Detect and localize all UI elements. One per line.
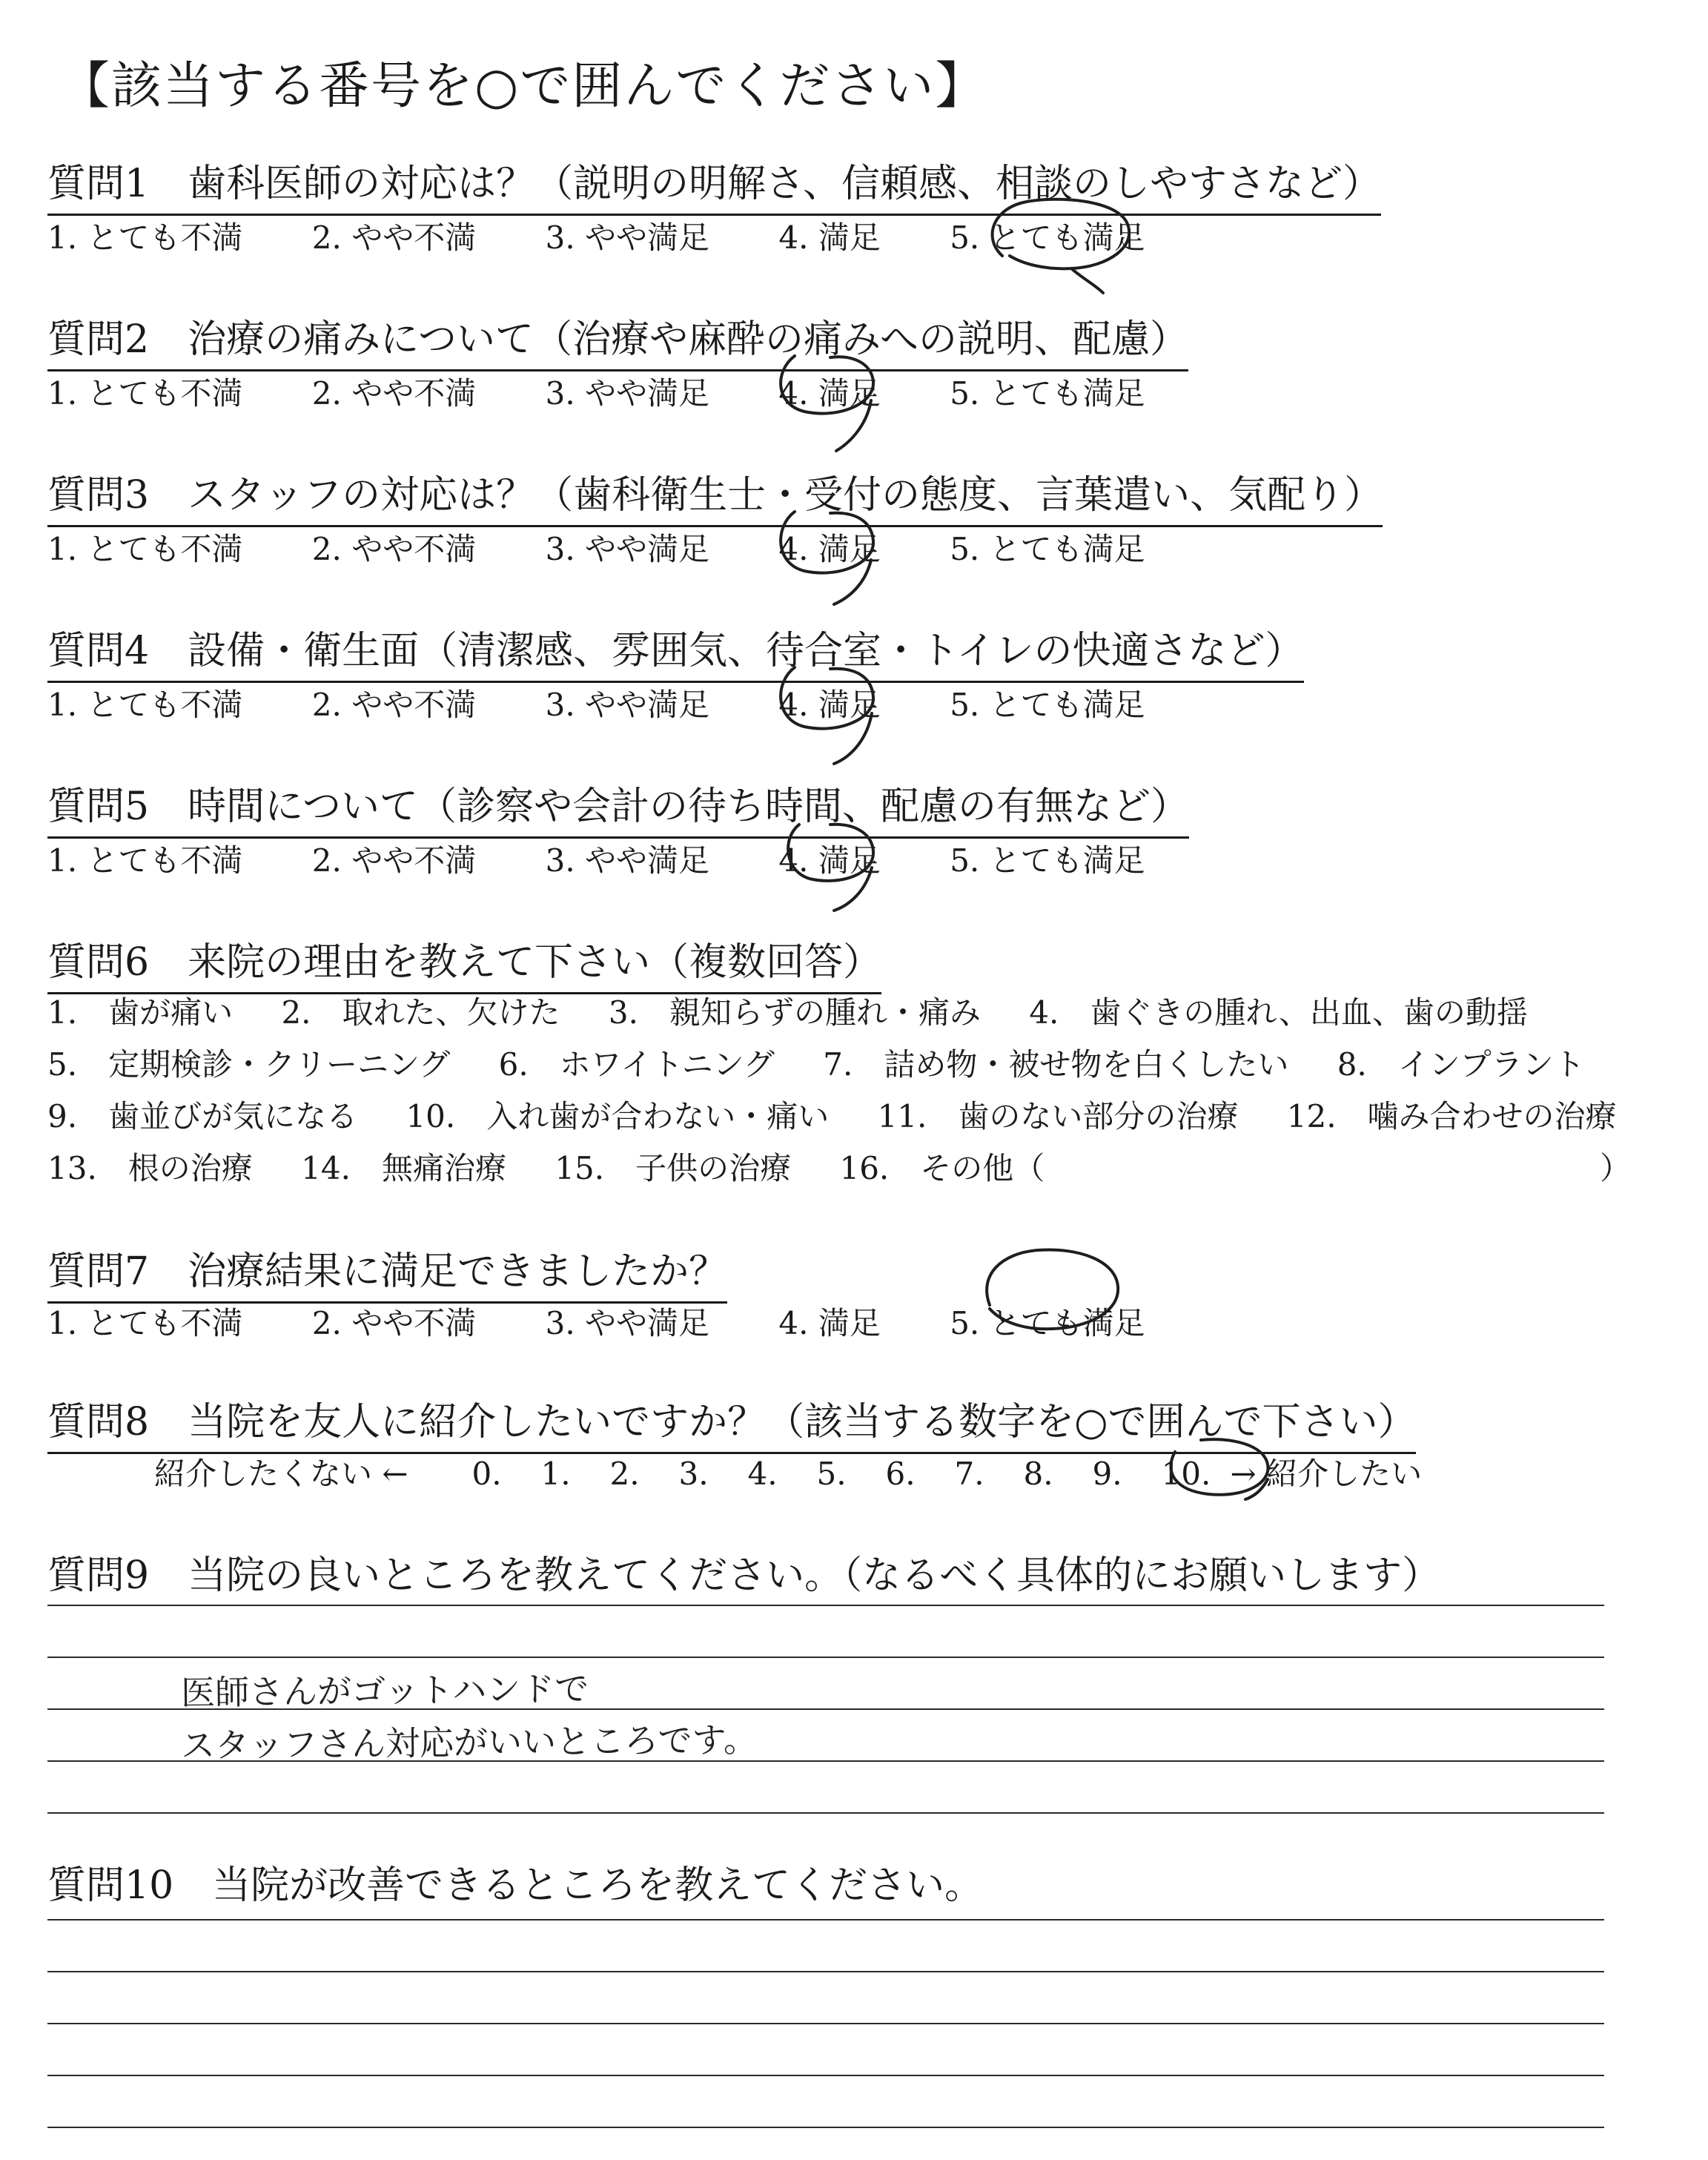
- q8-score-2[interactable]: 2.: [609, 1456, 640, 1492]
- q1-option-4[interactable]: 4. 満足: [778, 219, 881, 256]
- question-8-title: 質問8 当院を友人に紹介したいですか？（該当する数字を○で囲んで下さい）: [47, 1390, 1416, 1454]
- q8-circle-mark: [1171, 1439, 1268, 1499]
- question-4-title: 質問4 設備・衛生面（清潔感、雰囲気、待合室・トイレの快適さなど）: [47, 619, 1304, 683]
- q5-option-3[interactable]: 3. やや満足: [545, 842, 710, 879]
- q8-score-10[interactable]: 10.: [1161, 1456, 1211, 1492]
- q1-circle-mark: [993, 199, 1130, 293]
- q7-option-4[interactable]: 4. 満足: [778, 1305, 881, 1341]
- q6-option-16[interactable]: 16. その他（: [839, 1150, 1045, 1186]
- q2-option-2[interactable]: 2. やや不満: [311, 375, 477, 412]
- question-10-title: 質問10 当院が改善できるところを教えてください。: [47, 1863, 984, 1908]
- q8-score-1[interactable]: 1.: [540, 1456, 571, 1492]
- q8-score-7[interactable]: 7.: [954, 1456, 984, 1492]
- q3-option-1[interactable]: 1. とても不満: [47, 531, 243, 567]
- q4-option-3[interactable]: 3. やや満足: [545, 687, 710, 723]
- q5-option-1[interactable]: 1. とても不満: [47, 842, 243, 879]
- q1-option-1[interactable]: 1. とても不満: [47, 219, 243, 256]
- q9-handwritten-line-1: 医師さんがゴットハンドで: [180, 1668, 589, 1713]
- instruction-heading: 【該当する番号を○で囲んでください】: [59, 57, 987, 116]
- q6-option-2[interactable]: 2. 取れた、欠けた: [281, 994, 560, 1031]
- q6-option-6[interactable]: 6. ホワイトニング: [498, 1046, 775, 1083]
- q6-option-8[interactable]: 8. インプラント: [1337, 1046, 1585, 1083]
- q3-option-2[interactable]: 2. やや不満: [311, 531, 477, 567]
- q3-circle-mark: [781, 512, 873, 604]
- question-9-title: 質問9 当院の良いところを教えてください。（なるべく具体的にお願いします）: [47, 1553, 1441, 1598]
- q7-circle-mark: [987, 1249, 1118, 1329]
- q6-option-10[interactable]: 10. 入れ歯が合わない・痛い: [406, 1098, 830, 1135]
- q6-option-15[interactable]: 15. 子供の治療: [555, 1150, 792, 1186]
- question-5-title: 質問5 時間について（診察や会計の待ち時間、配慮の有無など）: [47, 775, 1189, 839]
- q7-option-1[interactable]: 1. とても不満: [47, 1305, 243, 1341]
- q7-option-2[interactable]: 2. やや不満: [311, 1305, 477, 1341]
- q5-circle-mark: [788, 825, 873, 911]
- question-7-title: 質問7 治療結果に満足できましたか？: [47, 1240, 727, 1304]
- q4-option-2[interactable]: 2. やや不満: [311, 687, 477, 723]
- q4-option-1[interactable]: 1. とても不満: [47, 687, 243, 723]
- q6-option-13[interactable]: 13. 根の治療: [47, 1150, 253, 1186]
- q1-option-3[interactable]: 3. やや満足: [545, 219, 710, 256]
- q9-handwritten-line-2: スタッフさん対応がいいところです。: [180, 1719, 758, 1766]
- q2-circle-mark: [781, 356, 873, 451]
- q6-option-12[interactable]: 12. 噛み合わせの治療: [1286, 1098, 1617, 1135]
- q6-option-7[interactable]: 7. 詰め物・被せ物を白くしたい: [823, 1046, 1289, 1083]
- q6-option-4[interactable]: 4. 歯ぐきの腫れ、出血、歯の動揺: [1029, 994, 1528, 1031]
- q3-option-4[interactable]: 4. 満足: [778, 531, 881, 567]
- q6-option-3[interactable]: 3. 親知らずの腫れ・痛み: [608, 994, 981, 1031]
- q2-option-4[interactable]: 4. 満足: [778, 375, 881, 412]
- q8-left-label: 紹介したくない ←: [154, 1456, 408, 1492]
- question-6-title: 質問6 来院の理由を教えて下さい（複数回答）: [47, 931, 881, 994]
- q1-option-5[interactable]: 5. とても満足: [950, 219, 1145, 256]
- q1-option-2[interactable]: 2. やや不満: [311, 219, 477, 256]
- q5-option-2[interactable]: 2. やや不満: [311, 842, 477, 879]
- q8-score-6[interactable]: 6.: [885, 1456, 916, 1492]
- question-2-title: 質問2 治療の痛みについて（治療や麻酔の痛みへの説明、配慮）: [47, 308, 1188, 371]
- q7-option-3[interactable]: 3. やや満足: [545, 1305, 710, 1341]
- q3-option-5[interactable]: 5. とても満足: [950, 531, 1145, 567]
- q7-option-5[interactable]: 5. とても満足: [950, 1305, 1145, 1341]
- q2-option-1[interactable]: 1. とても不満: [47, 375, 243, 412]
- q6-other-close-paren: ）: [1600, 1150, 1632, 1186]
- q3-option-3[interactable]: 3. やや満足: [545, 531, 710, 567]
- q4-option-4[interactable]: 4. 満足: [778, 687, 881, 723]
- q6-option-11[interactable]: 11. 歯のない部分の治療: [877, 1098, 1239, 1135]
- q4-circle-mark: [781, 667, 873, 764]
- q5-option-4[interactable]: 4. 満足: [778, 842, 881, 879]
- q2-option-3[interactable]: 3. やや満足: [545, 375, 710, 412]
- q5-option-5[interactable]: 5. とても満足: [950, 842, 1145, 879]
- q8-score-0[interactable]: 0.: [471, 1456, 502, 1492]
- q4-option-5[interactable]: 5. とても満足: [950, 687, 1145, 723]
- question-3-title: 質問3 スタッフの対応は？（歯科衛生士・受付の態度、言葉遣い、気配り）: [47, 463, 1383, 527]
- q8-score-9[interactable]: 9.: [1092, 1456, 1122, 1492]
- q8-score-4[interactable]: 4.: [747, 1456, 778, 1492]
- q2-option-5[interactable]: 5. とても満足: [950, 375, 1145, 412]
- q8-score-8[interactable]: 8.: [1023, 1456, 1053, 1492]
- q6-option-9[interactable]: 9. 歯並びが気になる: [47, 1098, 358, 1135]
- q6-option-1[interactable]: 1. 歯が痛い: [47, 994, 234, 1031]
- q6-option-14[interactable]: 14. 無痛治療: [301, 1150, 506, 1186]
- q8-score-3[interactable]: 3.: [678, 1456, 709, 1492]
- q8-score-5[interactable]: 5.: [816, 1456, 847, 1492]
- question-1-title: 質問1 歯科医師の対応は？（説明の明解さ、信頼感、相談のしやすさなど）: [47, 152, 1381, 216]
- q6-option-5[interactable]: 5. 定期検診・クリーニング: [47, 1046, 451, 1083]
- q8-right-label: → 紹介したい: [1230, 1456, 1423, 1492]
